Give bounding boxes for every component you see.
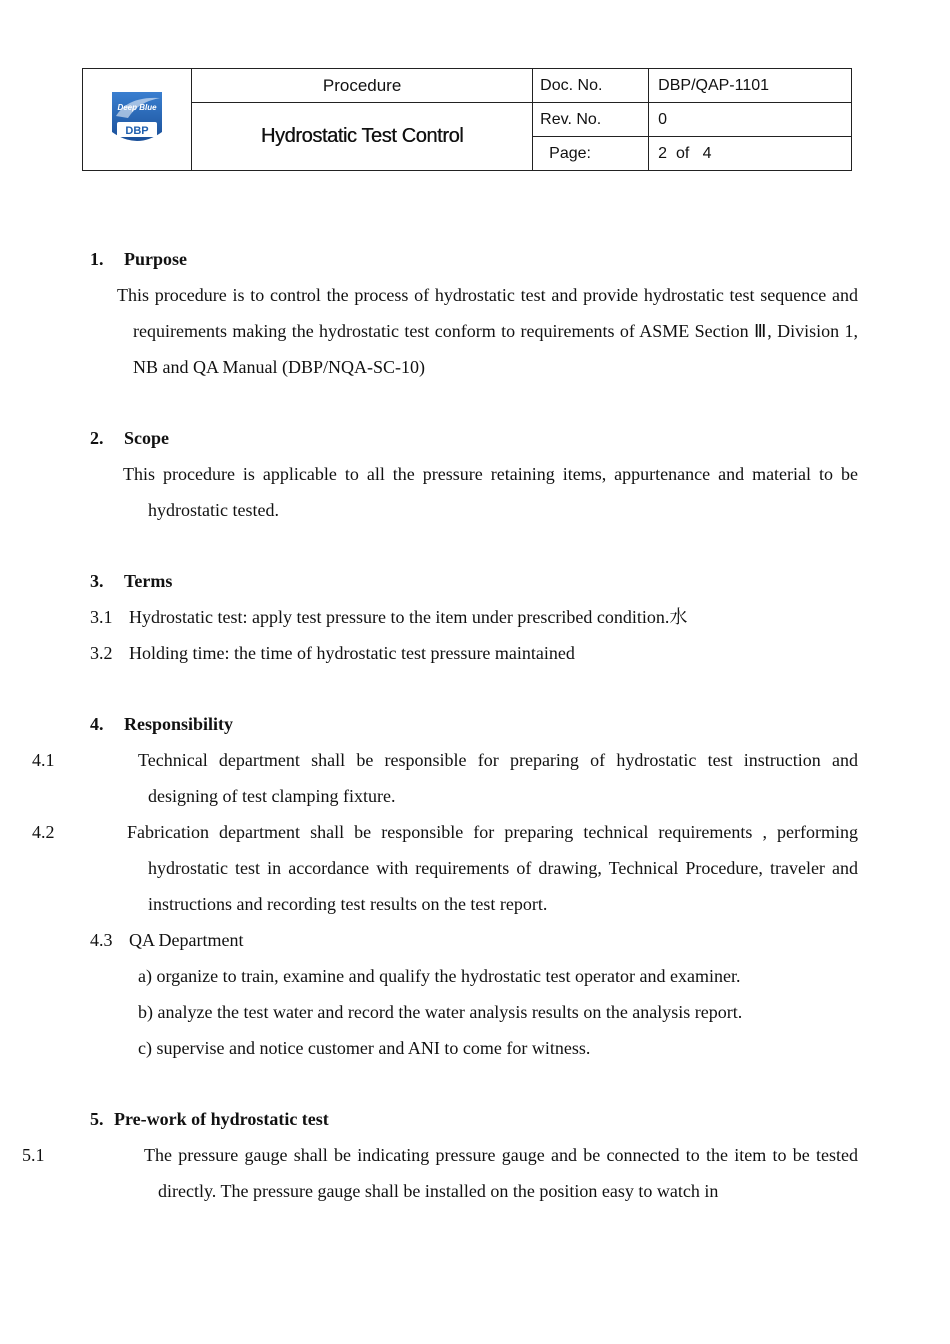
purpose-text: This procedure is to control the process of hydrostatic test and provide hydrostatic test sequence and requirements making the hydrostatic test conform to requirements of ASME Section Ⅲ, Division 1, NB and QA Manual (DBP/NQA-SC-10) (117, 285, 858, 377)
document-title: Hydrostatic Test Control (192, 103, 533, 171)
logo-bottom-text: DBP (125, 125, 149, 137)
section-heading-prework: 5. Pre-work of hydrostatic test (90, 1109, 329, 1129)
rev-no-value: 0 (649, 103, 852, 137)
qa-list-item: a) organize to train, examine and qualify the hydrostatic test operator and examiner. (138, 966, 741, 986)
section-heading-terms: 3. Terms (90, 571, 173, 591)
logo-top-text: Deep Blue (117, 103, 157, 112)
section-heading-scope: 2. Scope (90, 428, 169, 448)
document-header (82, 68, 852, 171)
doc-no-label: Doc. No. (533, 69, 649, 103)
logo-cell (83, 69, 192, 171)
procedure-label: Procedure (192, 69, 533, 103)
list-item: 4.1 Technical department shall be responsible for preparing of hydrostatic test instruction and designing of test clamping fixture. (32, 750, 858, 806)
scope-text: This procedure is applicable to all the pressure retaining items, appurtenance and material to be hydrostatic tested. (123, 464, 858, 520)
list-item: 3.2 Holding time: the time of hydrostatic test pressure maintained (90, 643, 575, 663)
list-item: 3.1 Hydrostatic test: apply test pressure to the item under prescribed condition.水 (90, 607, 688, 627)
qa-list-item: b) analyze the test water and record the water analysis results on the analysis report. (138, 1002, 743, 1022)
page-label: Page: (533, 137, 649, 171)
list-item: 4.2 Fabrication department shall be responsible for preparing technical requirements , performing hydrostatic test in accordance with requirements of drawing, Technical Procedure, traveler and instructions and recording test results on the test report. (32, 822, 858, 914)
list-item: 4.3 QA Department (90, 930, 244, 950)
list-item: 5.1 The pressure gauge shall be indicating pressure gauge and be connected to the item to be tested directly. The pressure gauge shall be installed on the position easy to watch in (22, 1145, 858, 1201)
rev-no-label: Rev. No. (533, 103, 649, 137)
document-body (22, 241, 858, 1209)
qa-list-item: c) supervise and notice customer and ANI to come for witness. (138, 1038, 591, 1058)
page-value: 2 of 4 (649, 137, 852, 171)
section-heading-responsibility: 4. Responsibility (90, 714, 234, 734)
section-heading-purpose: 1. Purpose (90, 249, 187, 269)
company-logo (108, 88, 166, 148)
doc-no-value: DBP/QAP-1101 (649, 69, 852, 103)
